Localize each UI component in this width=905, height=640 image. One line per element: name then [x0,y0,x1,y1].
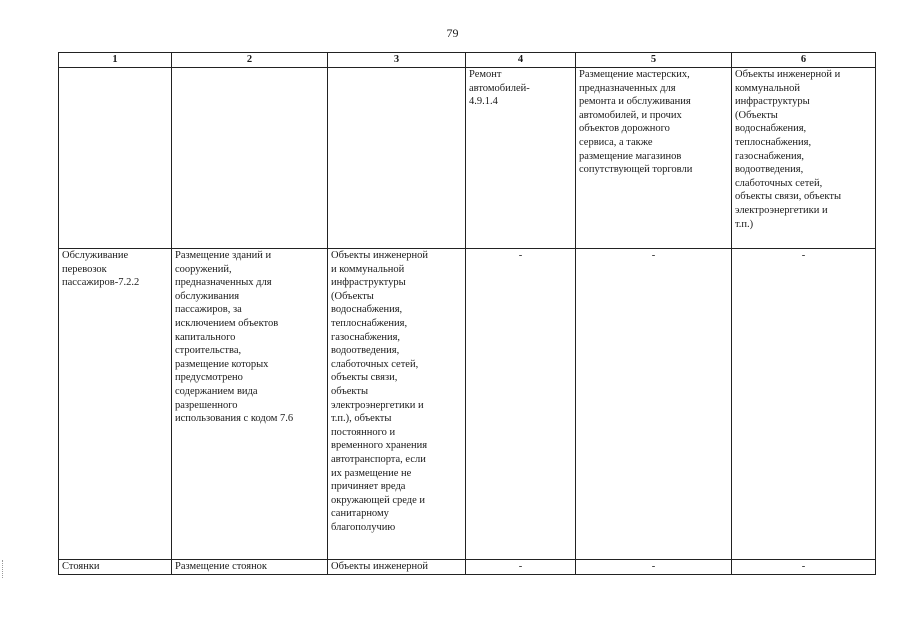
table-cell [466,249,576,560]
column-header-6: 6 [732,53,876,68]
cell-text: - [801,250,806,261]
cell-text: Ремонт автомобилей- 4.9.1.4 [469,69,530,108]
table-cell [172,249,328,560]
table-cell [732,68,876,249]
column-header-3: 3 [328,53,466,68]
table-cell [172,68,328,249]
table-cell [328,560,466,575]
cell-text: Размещение стоянок [175,561,268,572]
cell-text: Стоянки [62,561,100,572]
table-cell [466,560,576,575]
cell-text: - [651,561,656,572]
table-cell [732,249,876,560]
table-cell [59,560,172,575]
table-cell [576,560,732,575]
scan-margin-mark [2,560,6,578]
cell-text: - [651,250,656,261]
cell-text: Объекты инженерной и коммунальной инфраструктуры (Объекты водоснабжения, теплоснабжения, газоснабжения, водоотведения, слаботочных сетей, объекты связи, объекты электроэнергетики и т.п.) [735,69,842,230]
table-header-row [59,53,876,68]
cell-text: Объекты инженерной и коммунальной инфраструктуры (Объекты водоснабжения, теплоснабжения, газоснабжения, водоотведения, слаботочных сетей, объекты связи, объекты электроэнергетики и т.п.), объекты постоянного и временного хранения автотранспорта, если их размещение не причиняет вреда окружающей среде и санитарному благополучию [331,250,429,533]
cell-text: - [801,561,806,572]
table-cell [732,560,876,575]
cell-text: - [518,561,523,572]
table-cell [59,68,172,249]
table-cell [576,249,732,560]
cell-text: - [518,250,523,261]
regulations-table [58,52,876,575]
table-cell [328,68,466,249]
column-header-1: 1 [59,53,172,68]
table-row [59,560,876,575]
cell-text: Обслуживание перевозок пассажиров-7.2.2 [62,250,140,289]
column-header-2: 2 [172,53,328,68]
table-cell [172,560,328,575]
column-header-4: 4 [466,53,576,68]
page-number: 79 [446,26,459,40]
table-cell [59,249,172,560]
cell-text: Размещение зданий и сооружений, предназначенных для обслуживания пассажиров, за исключением объектов капитального строительства, размещение которых предусмотрено содержанием вида разрешенного использования с кодом 7.6 [175,250,294,425]
cell-text: Размещение мастерских, предназначенных для ремонта и обслуживания автомобилей, и прочих объектов дорожного сервиса, а также размещение магазинов сопутствующей торговли [579,69,693,176]
table-cell [576,68,732,249]
table-cell [328,249,466,560]
table-cell [466,68,576,249]
cell-text: Объекты инженерной [331,561,429,572]
table-row [59,68,876,249]
table-row [59,249,876,560]
column-header-5: 5 [576,53,732,68]
